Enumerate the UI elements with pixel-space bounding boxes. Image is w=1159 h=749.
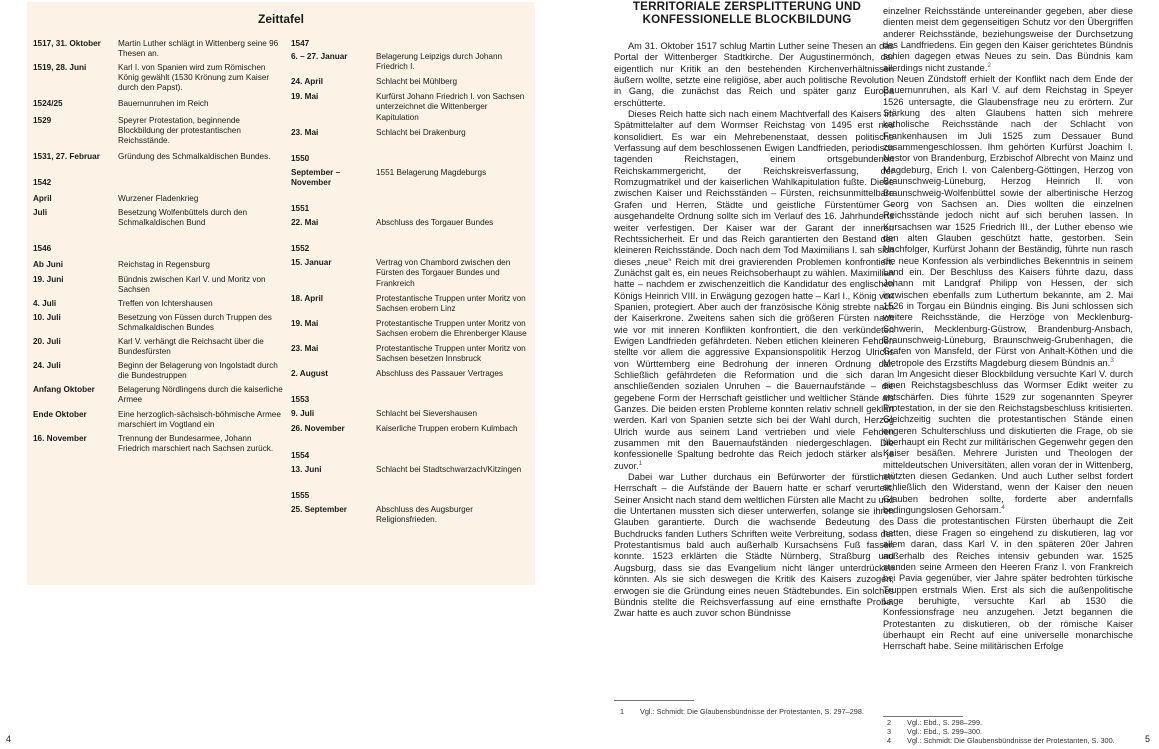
timeline-event: 1551 Belagerung Magdeburgs (376, 167, 487, 177)
timeline-date: 22. Mai (291, 218, 319, 228)
timeline-date: Anfang Oktober (33, 385, 95, 395)
timeline-event: Vertrag von Chambord zwischen den Fürsten des Torgauer Bundes und Frankreich (376, 258, 511, 288)
timeline-row (291, 319, 531, 339)
timeline-row (291, 294, 531, 314)
timeline-row (33, 39, 283, 59)
timeline-date: 6. – 27. Januar (291, 52, 348, 62)
timeline-date: 9. Juli (291, 409, 315, 419)
footnote-mark: 1 (638, 459, 643, 467)
timeline-row (291, 409, 531, 419)
footnote-rule-right (883, 716, 963, 717)
chapter-title-line-2: KONFESSIONELLE BLOCKBILDUNG (642, 13, 852, 26)
paragraph: Am 31. Oktober 1517 schlug Martin Luther seine Thesen an das Portal der Wittenberger Stadtkirche. Der Augustinermönch, der eigentlich nur Kritik an den bestehenden Kirchenverhältnissen äußern wollte, setzte eine religiöse, aber auch politische Revolution in Gang, die zunächst das Reich und später ganz Europa erschütterte. (614, 41, 894, 108)
footnote-text: Vgl.: Schmidt: Die Glaubensbündnisse der Protestanten, S. 297–298. (640, 707, 864, 716)
timeline-event: Trennung der Bundesarmee, Johann Friedrich marschiert nach Sachsen zurück. (118, 433, 274, 453)
timeline-event: Abschluss des Passauer Vertrages (376, 369, 503, 379)
timeline-event: Bauernunruhen im Reich (118, 99, 209, 109)
footnotes-right (887, 718, 1142, 745)
footnote-rule-left (614, 700, 694, 701)
chapter-title-line-1: TERRITORIALE ZERSPLITTERUNG UND (632, 0, 862, 13)
timeline-row (33, 434, 283, 454)
footnote (887, 718, 1142, 727)
timeline-date: 1519, 28. Juni (33, 63, 87, 73)
timeline-event: Besetzung von Füssen durch Truppen des Schmalkaldischen Bundes (118, 312, 272, 332)
timeline-event: Belagerung Nördlingens durch die kaiserliche Armee (118, 385, 283, 405)
footnote-number: 2 (887, 718, 892, 727)
body-column-right (883, 6, 1133, 653)
timeline-row (291, 395, 531, 405)
timeline-date: 4. Juli (33, 298, 57, 308)
footnote-number: 1 (620, 707, 625, 716)
timeline-date: 23. Mai (291, 343, 319, 353)
timeline-row (291, 244, 531, 254)
timeline-row (33, 410, 283, 430)
timeline-row (33, 337, 283, 357)
timeline-row (33, 116, 283, 146)
timeline-date: 1552 (291, 244, 310, 254)
timeline-row (291, 204, 531, 214)
timeline-row (33, 361, 283, 381)
timeline-date: April (33, 194, 52, 204)
timeline-date: Ende Oktober (33, 409, 87, 419)
timeline-row (291, 168, 531, 188)
footnote-mark: 3 (1110, 356, 1114, 364)
page-number-right: 5 (1145, 734, 1151, 744)
right-page (580, 0, 1159, 749)
timeline-row (291, 369, 531, 379)
timeline-row (33, 194, 283, 204)
timeline-event: Protestantische Truppen unter Moritz von Sachsen erobern Linz (376, 293, 526, 313)
footnote-number: 4 (887, 736, 892, 745)
timeline-date: 18. April (291, 293, 324, 303)
timeline-row (33, 299, 283, 309)
timeline-row (33, 208, 283, 228)
timeline-row (291, 344, 531, 364)
timeline-date: 24. Juli (33, 361, 61, 371)
timeline-event: Karl I. von Spanien wird zum Römischen König gewählt (1530 Krönung zum Kaiser durch den Papst). (118, 63, 270, 93)
body-column-left (614, 41, 894, 620)
timeline-date: 16. November (33, 433, 87, 443)
timeline-row (291, 39, 531, 49)
timeline-event: Wurzener Fladenkrieg (118, 194, 199, 204)
paragraph: Im Angesicht dieser Blockbildung versuchte Karl V. durch einen Reichstagsbeschluss das Wormser Edikt weiter zu entschärfen. Dies führte 1529 zur sogenannten Speyrer Protestation, in der sie den Reichstagsbeschluss kritisierten. Gleichzeitig suchten die protestantischen Stände einen engeren Schulterschluss und diskutierten die Frage, ob sie überhaupt ein Recht zur militärischen Gegenwehr gegen den Kaiser besäßen. Mehrere Juristen und Theologen der mitteldeutschen Universitäten, allen voran der in Wittenberg, stützten diesen Gedanken. Und auch Luther selbst fordert schließlich den Widerstand, wenn der Kaiser den neuen Glauben bedrohen sollte, forderte aber andernfalls bedingungslosen Gehorsam.$^4$ (883, 369, 1133, 516)
timeline-row (291, 505, 531, 525)
timeline-row (33, 313, 283, 333)
timeline-row (33, 152, 283, 162)
paragraph: Dabei war Luther durchaus ein Befürworter der fürstlichen Herrschaft – die Aufstände der Bauern hatte er scharf verurteilt. Seiner Ansicht nach stand dem weltlichen Fürsten alle Macht zu und die Untertanen mussten sich dieser unterwerfen, solange sie ihren Glauben garantierte. Durch die wachsende Bedeutung des Buchdrucks fanden Luthers Schriften weite Verbreitung, sodass der Protestantismus bald auch außerhalb Kursachsens Fuß fassen konnte. 1523 erklärten die Städte Nürnberg, Straßburg und Augsburg, dass sie das Evangelium nicht länger unterdrücken könnten. Als sie sich deswegen die Kritik des Kaisers zuzogen, erwogen sie die Gründung eines neuen Städtebundes. Ein solches Bündnis stellte die Reichsverfassung auf eine ernsthafte Probe. Zwar hatte es auch zuvor schon Bündnisse (614, 472, 894, 619)
timeline-event: Kurfürst Johann Friedrich I. von Sachsen unterzeichnet die Wittenberger Kapitulation (376, 92, 525, 122)
paragraph: Neuen Zündstoff erhielt der Konflikt nach dem Ende der Bauernunruhen, als Karl V. auf dem Reichstag in Speyer 1526 untersagte, die Glaubensfrage neu zu erörtern. Zur Stärkung des alten Glaubens hatten sich mehrere katholische Reichsstände nach der Schlacht von Frankenhausen im Juli 1525 zum Dessauer Bund zusammengeschlossen. Ihm gehörten Kurfürst Joachim I. Nestor von Brandenburg, Erzbischof Albrecht von Mainz und Magdeburg, Erich I. von Calenberg-Göttingen, Herzog von Braunschweig-Lüneburg, Herzog Heinrich II. von Braunschweig-Wolfenbüttel sowie der albertinische Herzog Georg von Sachsen an. Dies wollten die einzelnen Reichsstände jedoch nicht auf sich beruhen lassen. In Kursachsen war 1525 Friedrich III., der Luther ebenso wie den alten Glauben geschützt hatte, gestorben. Sein Nachfolger, Kurfürst Johann der Beständig, führte nun rasch die neue Konfession als verbindliches Bekenntnis in seinem Land ein. Der Beschluss des Kaisers führte dazu, dass Johann mit Landgraf Philipp von Hessen, der sich inzwischen ebenfalls zum Luthertum bekannte, am 2. Mai 1526 in Torgau ein Bündnis einging. Bis Juni schlossen sich weitere Reichsstände, die Herzöge von Mecklenburg-Schwerin, Mecklenburg-Güstrow, Brandenburg-Ansbach, Braunschweig-Lüneburg, Braunschweig-Grubenhagen, die Grafen von Mansfeld, der Fürst von Anhalt-Köthen und die Metropole des Erzstifts Magdeburg diesem Bündnis an.$^3$ (883, 74, 1133, 368)
paragraph: Dieses Reich hatte sich nach einem Machtverfall des Kaisers im Spätmittelalter auf dem Wormser Reichstag von 1495 erst neu konsolidiert. Es war ein Mehrebenenstaat, dessen politische Verfassung auf dem beschlossenen Ewigen Landfrieden, periodisch tagenden Reichstagen, einem ortsgebundenen Reichskammergericht, der Reichskreisverfassung, der Romzugmatrikel und der kaiserlichen Wahlkapitulation fußte. Diese zwischen Kaiser und Reichsständen – Fürsten, reichsunmittelbare Grafen und Herren, Städte und geistliche Fürstentümer – ausgehandelte Ordnung sollte sich im Verlauf des 16. Jahrhunderts weiter verfestigen. Der Kaiser war der Garant der inneren Rechtssicherheit. Er und das Reich garantierten den Bestand der kleineren Reichsstände. Doch nach dem Tod Maximilians I. sah sich dieses „neue“ Reich mit drei gravierenden Problemen konfrontiert. Zunächst galt es, ein neues Reichsoberhaupt zu wählen. Maximilian hatte – nachdem er zwischenzeitlich die Kandidatur des englischen Königs Heinrich VIII. in Erwägung gezogen hatte – Karl I., König von Spanien, protegiert. Aber auch der französische König strebte nach der Kaiserkrone. Zweitens sahen sich die größeren Fürsten nach wie vor mit inneren Konflikten konfrontiert, die den verkündeten Ewigen Landfrieden gefährdeten. Neben etlichen kleineren Fehden stellte vor allem die aggressive Expansionspolitik Herzog Ulrichs von Württemberg eine Bedrohung der inneren Ordnung dar. Schließlich gefährdeten die Reformation und die sich daran anschließenden sozialen Unruhen – die Bauernaufstände – die gegebene Form der Herrschaft geistlicher und weltlicher Stände als Ganzes. Die beiden ersten Probleme konnten relativ schnell geklärt werden. Karl von Spanien setzte sich bei der Wahl durch, Herzog Ulrich wurde aus seinem Land vertrieben und viele Fehden zusammen mit den Bauernaufständen niedergeschlagen. Die konfessionelle Spaltung bedrohte das Reich jedoch stärker als je zuvor.$^1$ (614, 109, 894, 471)
timeline-event: Kaiserliche Truppen erobern Kulmbach (376, 424, 518, 434)
timeline-column-1 (33, 39, 283, 454)
timeline-date: 1550 (291, 153, 310, 163)
timeline-date: 1553 (291, 395, 310, 405)
timeline-event: Eine herzoglich-sächsisch-böhmische Armee marschiert im Vogtland ein (118, 409, 281, 429)
timeline-date: 26. November (291, 424, 345, 434)
timeline-date: 1529 (33, 115, 52, 125)
timeline-date: 15. Januar (291, 258, 332, 268)
timeline-row (291, 218, 531, 228)
timeline-date: 1524/25 (33, 99, 63, 109)
timeline-event: Schlacht bei Stadtschwarzach/Kitzingen (376, 464, 522, 474)
timeline-date: 1555 (291, 490, 310, 500)
timeline-date: 13. Juni (291, 464, 322, 474)
timeline-row (291, 154, 531, 164)
timeline-event: Treffen von Ichtershausen (118, 298, 213, 308)
timeline-event: Gründung des Schmalkaldischen Bundes. (118, 151, 271, 161)
timeline-event: Belagerung Leipzigs durch Johann Friedrich I. (376, 52, 503, 72)
timeline-row (291, 77, 531, 87)
timeline-event: Abschluss des Augsburger Religionsfrieden. (376, 504, 473, 524)
paragraph: Dass die protestantischen Fürsten überhaupt die Zeit hatten, diese Fragen so eingehend zu diskutieren, lag vor allem daran, dass Karl V. in den späteren 20er Jahren außerhalb des Reiches intensiv gebunden war. 1525 standen seine Armeen den Heeren Franz I. von Frankreich bei Pavia gegenüber, vier Jahre später bedrohten türkische Truppen erstmals Wien. Erst als sich die außenpolitische Lage beruhigte, versuchte Karl ab 1530 die Konfessionsfrage neu anzugehen. Jetzt begannen die Protestanten zu diskutieren, ob der römische Kaiser überhaupt ein Recht auf eine universelle monarchische Herrschaft habe. Seine militärischen Erfolge (883, 516, 1133, 652)
timeline-row (33, 260, 283, 270)
timeline-date: 1517, 31. Oktober (33, 39, 101, 48)
timeline-date: 1554 (291, 450, 310, 460)
timeline-row (33, 99, 283, 109)
timeline-row (291, 451, 531, 461)
footnote-text: Vgl.: Ebd., S. 298–299. (907, 718, 983, 727)
footnote-number: 3 (887, 727, 892, 736)
timeline-event: Karl V. verhängt die Reichsacht über die Bundesfürsten (118, 336, 264, 357)
timeline-row (291, 52, 531, 72)
timeline-date: 1546 (33, 244, 52, 254)
timeline-event: Reichstag in Regensburg (118, 260, 210, 270)
paragraph: einzelner Reichsstände untereinander gegeben, aber diese dienten meist dem gegenseitigen Schutz vor den Übergriffen anderer Reichsstände, beziehungsweise der Durchsetzung des Landfriedens. Ein gegen den Kaiser gerichtetes Bündnis schien dagegen etwas Neues zu sein. Das Bündnis kam allerdings nicht zustande.$^2$ (883, 6, 1133, 73)
timeline-event: Beginn der Belagerung von Ingolstadt durch die Bundestruppen (118, 361, 278, 381)
timeline-date: 19. Mai (291, 318, 319, 328)
timeline-row (33, 244, 283, 254)
footnote (887, 727, 1142, 736)
timeline-row (33, 275, 283, 295)
timeline-event: Schlacht bei Drakenburg (376, 127, 466, 137)
footnote-mark: 4 (1001, 504, 1005, 512)
timeline-row (33, 178, 283, 188)
timeline-row (33, 63, 283, 93)
timeline-date: 20. Juli (33, 336, 61, 346)
timeline-event: Protestantische Truppen unter Moritz von Sachsen erobern die Ehrenberger Klause (376, 318, 527, 338)
timeline-date: Ab Juni (33, 260, 64, 270)
timeline-date: 10. Juli (33, 312, 61, 322)
timeline-date: September – November (291, 167, 341, 187)
timeline-event: Schlacht bei Mühlberg (376, 77, 458, 87)
timeline-row (291, 424, 531, 434)
timeline-row (291, 92, 531, 122)
footnote (887, 736, 1142, 745)
timeline-date: 24. April (291, 77, 324, 87)
timeline-event: Abschluss des Torgauer Bundes (376, 218, 494, 228)
timeline-date: 23. Mai (291, 127, 319, 137)
timeline-date: 1542 (33, 177, 52, 187)
footnotes-left (620, 707, 885, 716)
timeline-date: 19. Juni (33, 274, 64, 284)
timeline-date: 1531, 27. Februar (33, 151, 100, 161)
timeline-event: Protestantische Truppen unter Moritz von Sachsen besetzen Innsbruck (376, 343, 526, 364)
timeline-event: Besetzung Wolfenbüttels durch den Schmalkaldischen Bund (118, 208, 248, 228)
timeline-row (33, 385, 283, 405)
timeline-event: Speyrer Protestation, beginnende Blockbildung der protestantischen Reichsstände. (118, 115, 241, 145)
timeline-date: 1547 (291, 39, 310, 48)
timeline-box (27, 2, 535, 585)
page-number-left: 4 (6, 734, 12, 744)
timeline-date: 1551 (291, 204, 310, 214)
timeline-date: 25. September (291, 504, 347, 514)
footnote-text: Vgl.: Schmidt: Die Glaubensbündnisse der Protestanten, S. 300. (907, 736, 1115, 745)
timeline-row (291, 128, 531, 138)
timeline-date: Juli (33, 208, 48, 218)
timeline-column-2 (291, 39, 531, 525)
timeline-event: Martin Luther schlägt in Wittenberg seine 96 Thesen an. (118, 39, 279, 59)
timeline-date: 2. August (291, 369, 328, 379)
chapter-title (602, 0, 892, 26)
timeline-date: 19. Mai (291, 92, 319, 102)
footnote-mark: 2 (987, 61, 992, 69)
timeline-row (291, 491, 531, 501)
footnote-text: Vgl.: Ebd., S. 299–300. (907, 727, 983, 736)
timeline-row (291, 258, 531, 288)
footnote (620, 707, 885, 716)
timeline-title: Zeittafel (257, 12, 304, 26)
timeline-event: Schlacht bei Sievershausen (376, 409, 478, 419)
timeline-event: Bündnis zwischen Karl V. und Moritz von Sachsen (118, 274, 266, 294)
timeline-row (291, 465, 531, 475)
